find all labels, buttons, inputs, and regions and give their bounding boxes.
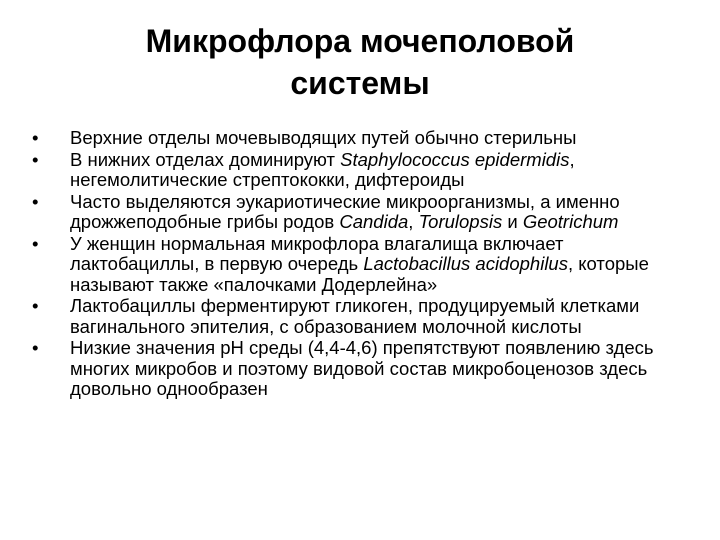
bullet-text-segment: Лактобациллы ферментируют гликоген, продуцируемый клетками вагинального эпителия, с образованием молочной кислоты bbox=[70, 295, 640, 337]
bullet-text-italic-segment: Geotrichum bbox=[522, 211, 619, 232]
bullet-text bbox=[70, 191, 620, 233]
bullet-text-segment: В нижних отделах доминируют bbox=[70, 148, 341, 170]
bullet-text bbox=[70, 337, 654, 399]
bullet-item bbox=[30, 128, 690, 149]
bullet-marker: • bbox=[32, 295, 39, 316]
bullet-text-italic-segment: Candida bbox=[339, 211, 409, 232]
bullet-list bbox=[30, 128, 690, 401]
bullet-marker: • bbox=[32, 127, 39, 148]
bullet-item bbox=[30, 234, 690, 296]
bullet-text-segment: , bbox=[408, 211, 419, 232]
bullet-text-italic-segment: Staphylococcus epidermidis bbox=[340, 148, 570, 170]
bullet-text-segment: , которые называют также «палочками Додерлейна» bbox=[70, 253, 649, 295]
slide-title bbox=[80, 20, 640, 104]
bullet-text-segment: Низкие значения рН среды (4,4-4,6) препятствуют появлению здесь многих микробов и поэтому видовой состав микробоценозов здесь довольно однообразен bbox=[70, 337, 654, 399]
bullet-marker: • bbox=[32, 232, 39, 254]
bullet-text bbox=[70, 233, 649, 295]
bullet-text bbox=[70, 295, 639, 337]
bullet-text-segment: У женщин нормальная микрофлора влагалища включает лактобациллы, в первую очередь bbox=[70, 232, 564, 274]
bullet-marker: • bbox=[32, 190, 39, 212]
bullet-text bbox=[70, 149, 575, 191]
slide-title-line-2: системы bbox=[290, 65, 430, 101]
bullet-text-segment: и bbox=[502, 211, 523, 232]
bullet-text-segment: Верхние отделы мочевыводящих путей обычно стерильны bbox=[70, 127, 577, 148]
bullet-text-italic-segment: Torulopsis bbox=[418, 211, 503, 232]
slide-title-line-1: Микрофлора мочеполовой bbox=[145, 23, 575, 59]
bullet-item bbox=[30, 338, 690, 400]
bullet-marker: • bbox=[32, 148, 39, 170]
bullet-item bbox=[30, 150, 690, 191]
bullet-text bbox=[70, 127, 576, 148]
bullet-text-italic-segment: Lactobacillus acidophilus bbox=[363, 253, 568, 274]
bullet-marker: • bbox=[32, 337, 39, 358]
bullet-item bbox=[30, 192, 690, 233]
bullet-text-segment: Часто выделяются эукариотические микроорганизмы, а именно дрожжеподобные грибы родов bbox=[70, 190, 620, 232]
bullet-item bbox=[30, 296, 690, 337]
bullet-text-segment: , негемолитические стрептококки, дифтероиды bbox=[70, 148, 575, 190]
